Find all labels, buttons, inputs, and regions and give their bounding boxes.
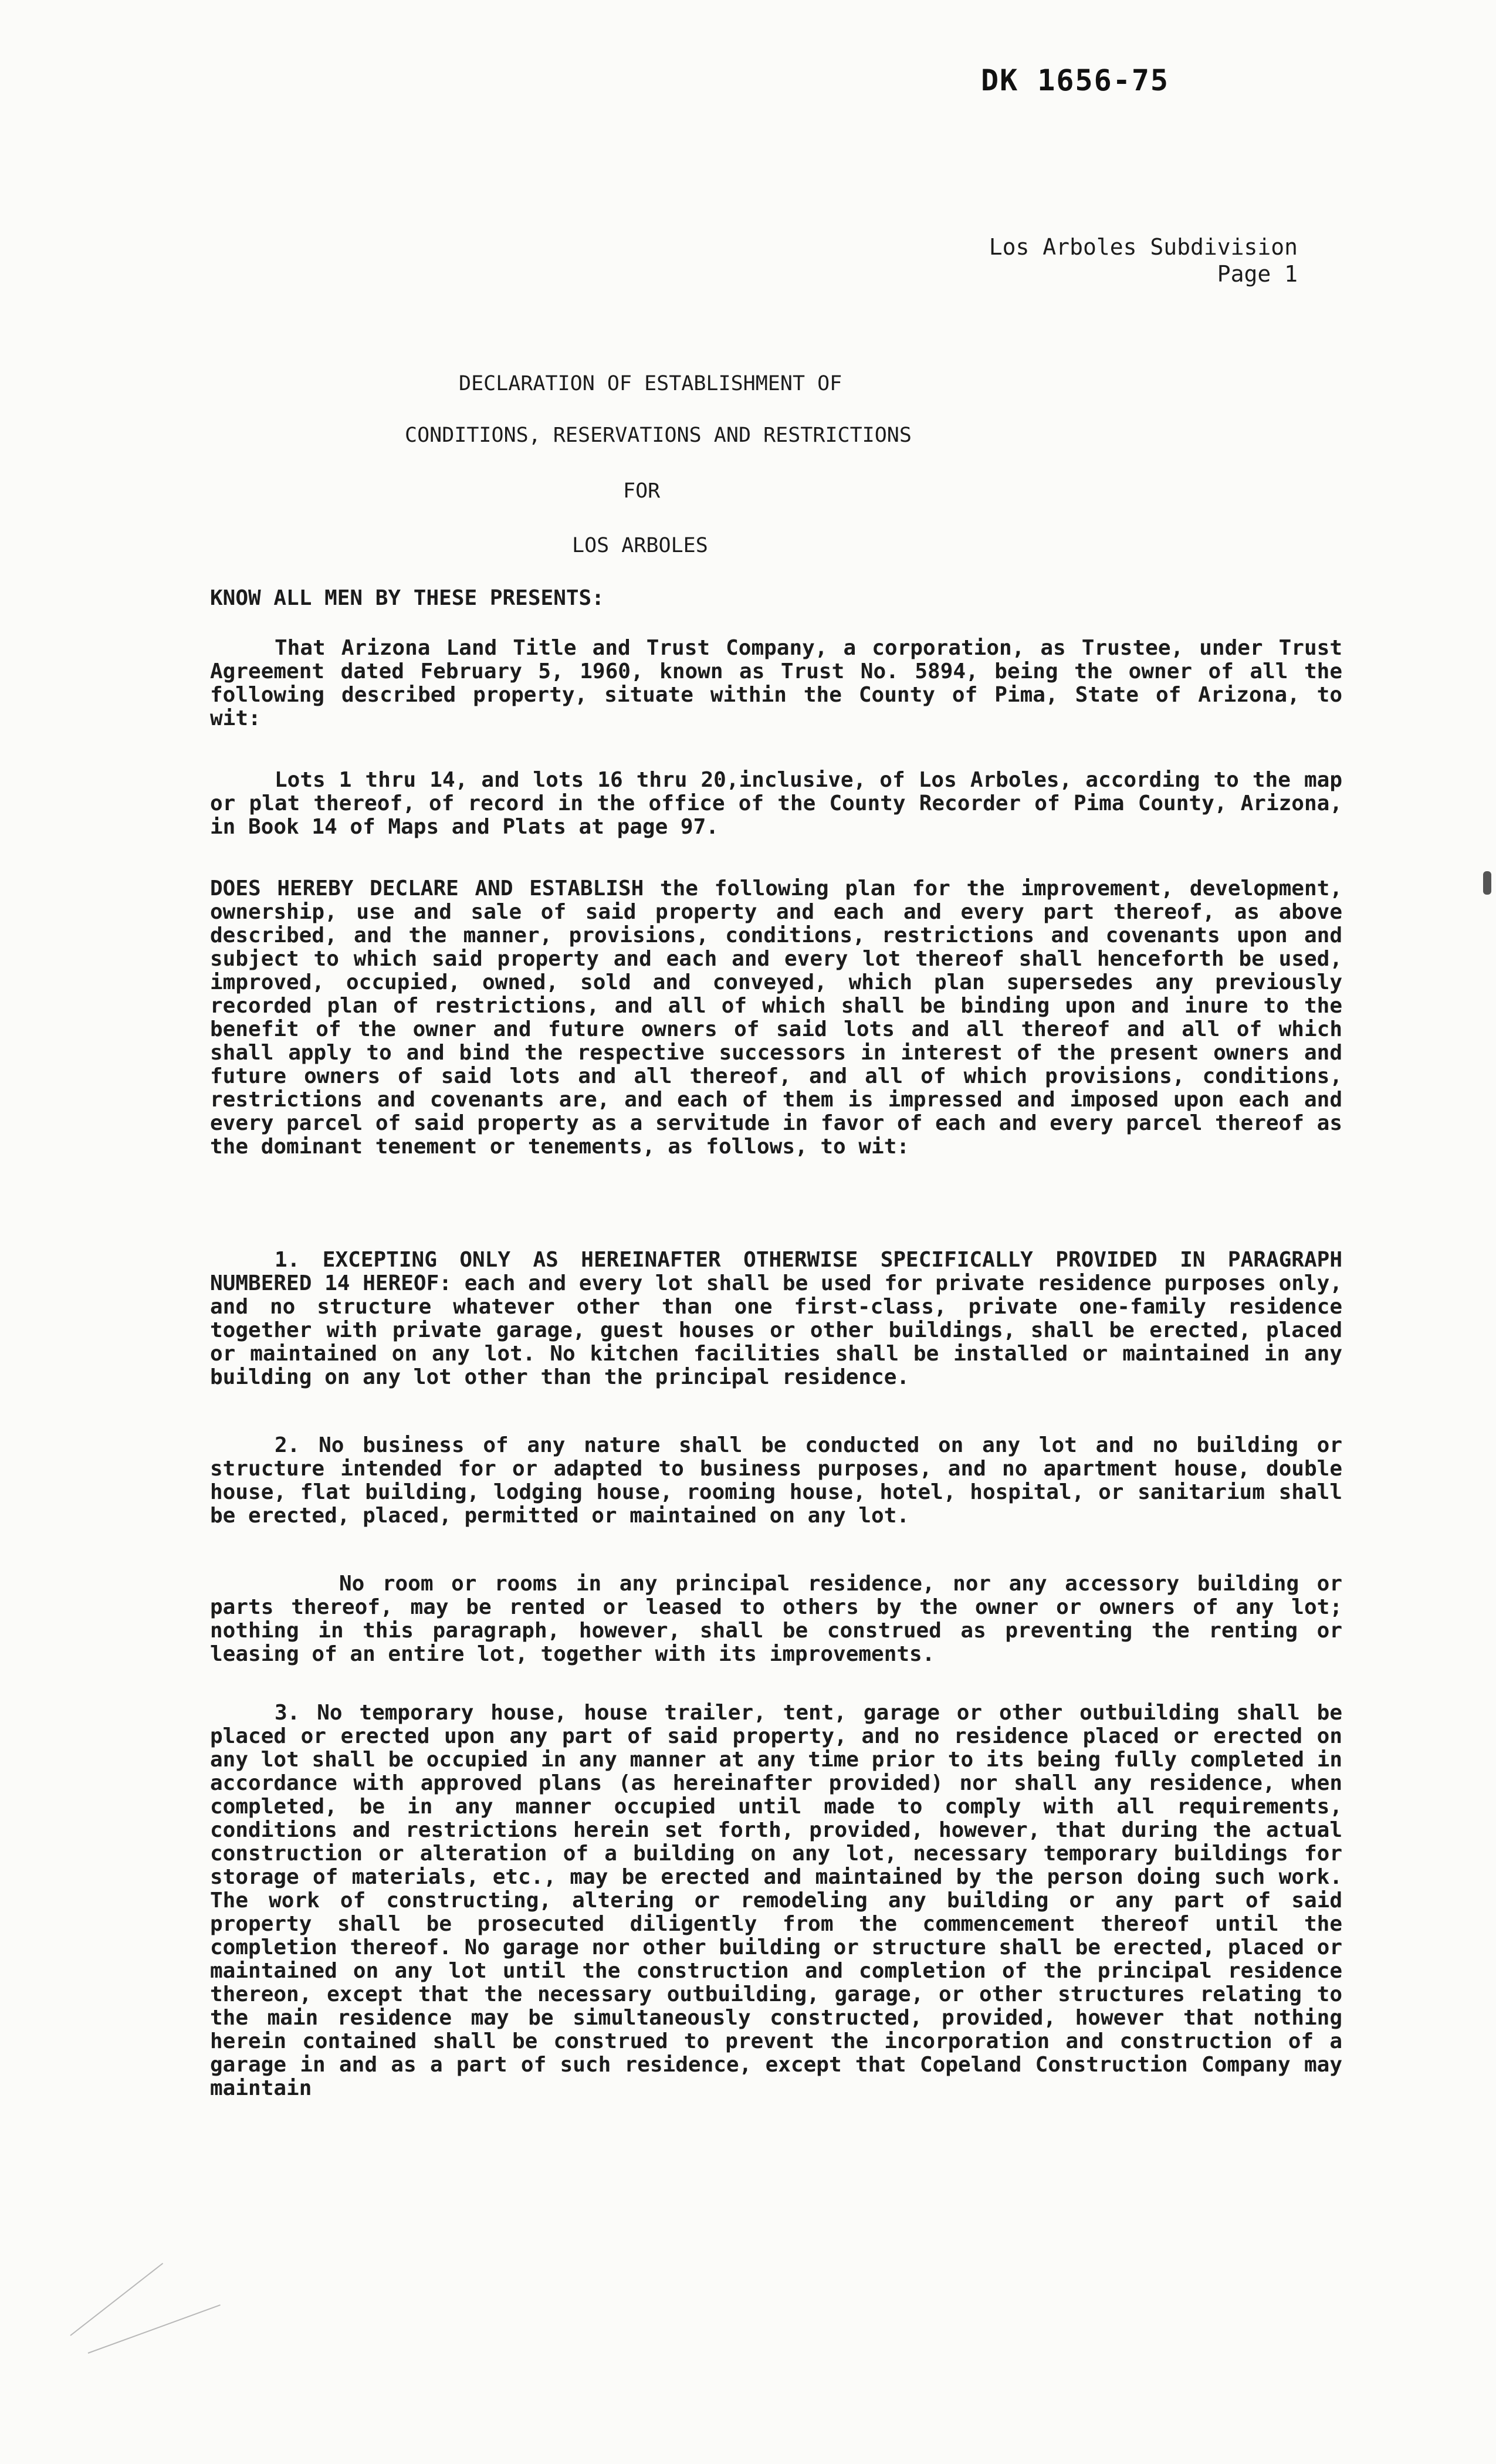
- scan-edge-mark: [1483, 871, 1491, 895]
- paragraph-trustee: That Arizona Land Title and Trust Company, a corporation, as Trustee, under Trust Agreement dated February 5, 1960, known as Trust No. 5894, being the owner of all the following described property, situate within the County of Pima, State of Arizona, to wit:: [210, 636, 1342, 730]
- docket-number: DK 1656-75: [981, 63, 1170, 97]
- paragraph-declaration: DOES HEREBY DECLARE AND ESTABLISH the following plan for the improvement, development, ownership, use and sale of said property and each and every part thereof, as above described, and the manner, provisions, conditions, restrictions and covenants upon and subject to which said property and each and every lot thereof shall henceforth be used, improved, occupied, owned, sold and conveyed, which plan supersedes any previously recorded plan of restrictions, and all of which shall be binding upon and inure to the benefit of the owner and future owners of said lots and all thereof and all of which shall apply to and bind the respective successors in interest of the present owners and future owners of said lots and all thereof, and all of which provisions, conditions, restrictions and covenants are, and each of them is impressed and imposed upon each and every parcel of said property as a servitude in favor of each and every parcel thereof as the dominant tenement or tenements, as follows, to wit:: [210, 876, 1342, 1159]
- subdivision-name: Los Arboles Subdivision: [989, 234, 1298, 260]
- paragraph-3: 3. No temporary house, house trailer, tent, garage or other outbuilding shall be placed or erected upon any part of said property, and no residence placed or erected on any lot shall be occupied in any manner at any time prior to its being fully completed in accordance with approved plans (as hereinafter provided) nor shall any residence, when completed, be in any manner occupied until made to comply with all requirements, conditions and restrictions herein set forth, provided, however, that during the actual construction or alteration of a building on any lot, necessary temporary buildings for storage of materials, etc., may be erected and maintained by the person doing such work. The work of constructing, altering or remodeling any building or any part of said property shall be prosecuted diligently from the commencement thereof until the completion thereof. No garage nor other building or structure shall be erected, placed or maintained on any lot until the construction and completion of the principal residence thereon, except that the necessary outbuilding, garage, or other structures relating to the main residence may be simultaneously constructed, provided, however that nothing herein contained shall be construed to prevent the incorporation and construction of a garage in and as a part of such residence, except that Copeland Construction Company may maintain: [210, 1701, 1342, 2100]
- paragraph-2: 2. No business of any nature shall be conducted on any lot and no building or structure intended for or adapted to business purposes, and no apartment house, double house, flat building, lodging house, rooming house, hotel, hospital, or sanitarium shall be erected, placed, permitted or maintained on any lot.: [210, 1433, 1342, 1528]
- title-line-3: FOR: [623, 479, 661, 503]
- paragraph-no-rooms: No room or rooms in any principal residence, nor any accessory building or parts thereof, may be rented or leased to others by the owner or owners of any lot; nothing in this paragraph, however, shall be construed as preventing the renting or leasing of an entire lot, together with its improvements.: [210, 1572, 1342, 1666]
- title-line-2: CONDITIONS, RESERVATIONS AND RESTRICTIONS: [405, 424, 912, 447]
- page-number: Page 1: [1217, 261, 1298, 287]
- paragraph-lots: Lots 1 thru 14, and lots 16 thru 20,inclusive, of Los Arboles, according to the map or plat thereof, of record in the office of the County Recorder of Pima County, Arizona, in Book 14 of Maps and Plats at page 97.: [210, 768, 1342, 839]
- subdivision-header: [989, 233, 1298, 287]
- title-line-4: LOS ARBOLES: [572, 534, 708, 557]
- paragraph-1: 1. EXCEPTING ONLY AS HEREINAFTER OTHERWISE SPECIFICALLY PROVIDED IN PARAGRAPH NUMBERED 14 HEREOF: each and every lot shall be used for private residence purposes only, and no structure whatever other than one first-class, private one-family residence together with private garage, guest houses or other buildings, shall be erected, placed or maintained on any lot. No kitchen facilities shall be installed or maintained in any building on any lot other than the principal residence.: [210, 1248, 1342, 1389]
- know-all-men-heading: KNOW ALL MEN BY THESE PRESENTS:: [210, 586, 604, 610]
- scan-scratch-mark: [88, 2304, 221, 2354]
- title-line-1: DECLARATION OF ESTABLISHMENT OF: [459, 372, 842, 395]
- scan-scratch-mark: [70, 2263, 163, 2336]
